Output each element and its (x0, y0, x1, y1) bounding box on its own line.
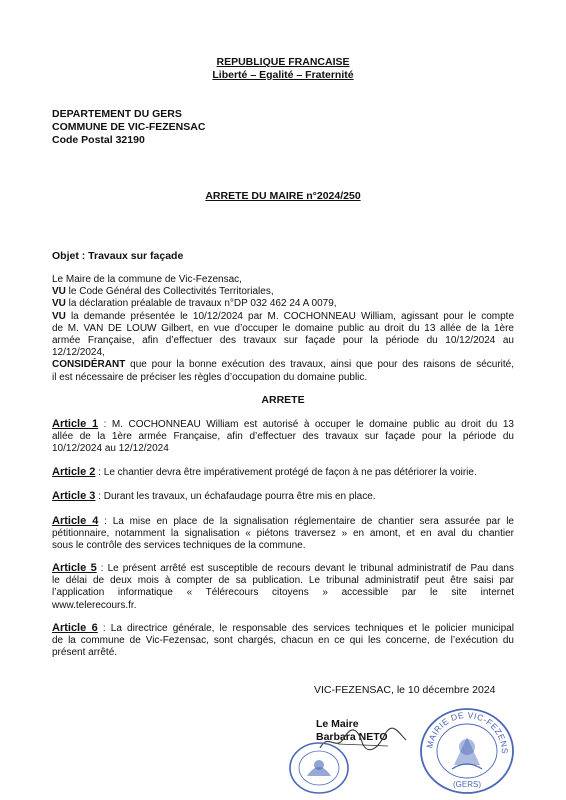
article-5-label: Article 5 (52, 562, 97, 574)
postal-code: Code Postal 32190 (52, 134, 145, 146)
vu-line-3b: de M. VAN DE LOUW Gilbert, en vue d’occuper le domaine public au droit du 13 allée de la 1ère (52, 322, 514, 334)
article-2-label: Article 2 (52, 466, 96, 478)
considerant-line: CONSIDÉRANT que pour la bonne exécution des travaux, ainsi que pour des raisons de sécurité, (52, 359, 514, 371)
seal-gers-text: (GERS) (453, 780, 481, 789)
mairie-seal (418, 707, 516, 795)
article-2: Article 2 : Le chantier devra être impérativement protégé de façon à ne pas détériorer la voirie. (52, 466, 477, 478)
article-1: Article 1 : M. COCHONNEAU William est autorisé à occuper le domaine public au droit du 13 allée de la 1ère armée Française, afin d’effectuer des travaux sur façade pour la période du 10/12/2024 au 12/12/2024 (52, 418, 514, 455)
article-5: Article 5 : Le présent arrêté est susceptible de recours devant le tribunal administratif de Pau dans le délai de deux mois à compter de sa publication. Le tribunal administratif peut être saisi par l’application informatique « Télérecours citoyens » accessible par le site internet www.telerecours.fr. (52, 562, 514, 611)
vu-line-3d: 12/12/2024, (52, 347, 105, 359)
mairie-small-stamp (287, 738, 351, 794)
article-4-label: Article 4 (52, 515, 99, 527)
document-title: ARRETE DU MAIRE n°2024/250 (205, 190, 361, 202)
preamble (52, 274, 514, 384)
article-1-label: Article 1 (52, 418, 99, 430)
vu-line-1: VU le Code Général des Collectivités Territoriales, (52, 286, 274, 298)
seal-mairie-text: MAIRIE DE VIC-FEZENS (424, 709, 511, 755)
republic-heading: REPUBLIQUE FRANCAISE (216, 56, 350, 68)
vu-line-3c: armée Française, afin d’effectuer des travaux sur façade pour la période du 10/12/2024 au (52, 335, 514, 347)
vu-line-3: VU la demande présentée le 10/12/2024 par M. COCHONNEAU William, agissant pour le compte (52, 310, 514, 322)
article-6: Article 6 : La directrice générale, le responsable des services techniques et le policier municipal de la commune de Vic-Fezensac, sont chargés, chacun en ce qui les concerne, de l’exécution du présent arrêté. (52, 622, 514, 659)
motto: Liberté – Egalité – Fraternité (212, 69, 354, 81)
article-4: Article 4 : La mise en place de la signalisation réglementaire de chantier sera assurée par le pétitionnaire, notamment la signalisation « piétons traversez » en amont, et en aval du chantier sous le contrôle des services techniques de la commune. (52, 515, 514, 552)
signatory-role: Le Maire (316, 718, 359, 730)
signatory-name: Barbara NETO (316, 731, 388, 743)
article-3: Article 3 : Durant les travaux, un échafaudage pourra être mis en place. (52, 490, 376, 502)
place-date: VIC-FEZENSAC, le 10 décembre 2024 (314, 684, 496, 696)
department: DEPARTEMENT DU GERS (52, 108, 182, 120)
preamble-intro: Le Maire de la commune de Vic-Fezensac, (52, 274, 242, 285)
commune: COMMUNE DE VIC-FEZENSAC (52, 121, 206, 133)
considerant-line-2: il est nécessaire de préciser les règles d’occupation du domaine public. (52, 371, 368, 383)
article-3-label: Article 3 (52, 490, 96, 502)
arrete-heading: ARRETE (261, 394, 305, 406)
vu-line-2: VU la déclaration préalable de travaux n°DP 032 462 24 A 0079, (52, 298, 337, 310)
object-line: Objet : Travaux sur façade (52, 250, 184, 262)
article-6-label: Article 6 (52, 622, 98, 634)
